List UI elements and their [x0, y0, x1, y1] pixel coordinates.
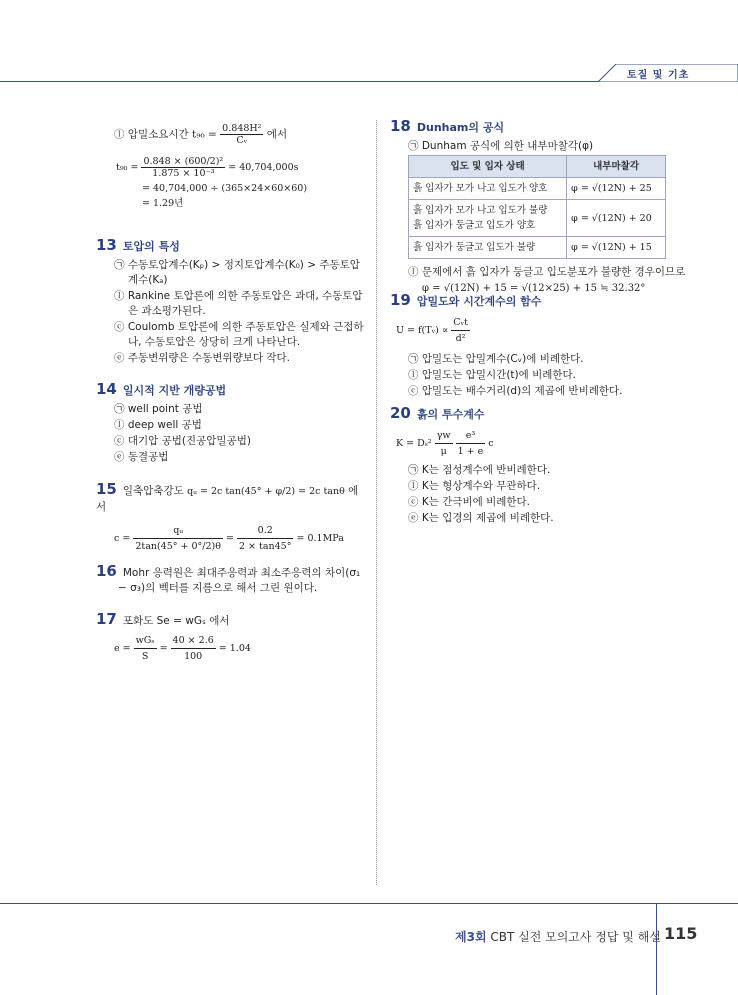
q13-item-4: ⓔ 주동변위량은 수동변위량보다 작다. — [114, 352, 290, 364]
q15-calc-num2: 0.2 — [237, 523, 293, 539]
dunham-row2-state: 흙 입자가 모가 나고 입도가 불량 흙 입자가 둥글고 입도가 양호 — [409, 200, 567, 237]
q14-item-2: ⓛ deep well 공법 — [114, 419, 202, 431]
dunham-table — [408, 155, 666, 259]
dunham-row1-formula: φ = √(12N) + 25 — [567, 178, 666, 200]
q18-title: Dunham의 공식 — [416, 121, 505, 134]
q17-calc-den1: S — [141, 651, 149, 662]
q17-calc-result: = 1.04 — [215, 643, 251, 654]
q17-number: 17 — [96, 610, 117, 628]
q13-item-3: ⓒ Coulomb 토압론에 의한 주동토압은 실제와 근접하나, 수동토압은 상당히 크게 나타난다. — [114, 321, 364, 348]
q19-item-1: ㉠ 압밀도는 압밀계수(Cᵥ)에 비례한다. — [408, 353, 584, 365]
dunham-header-angle: 내부마찰각 — [567, 156, 666, 178]
section-label: 토질 및 기초 — [627, 70, 690, 81]
q15-calc-result: = 0.1MPa — [293, 533, 344, 544]
dunham-row2-formula: φ = √(12N) + 20 — [567, 200, 666, 237]
q19-item-3: ⓒ 압밀도는 배수거리(d)의 제곱에 반비례한다. — [408, 385, 623, 397]
q14-title: 일시적 지반 개량공법 — [122, 384, 227, 397]
q19-formula-num: Cᵥt — [451, 315, 470, 331]
q14-item-3: ⓒ 대기압 공법(진공압밀공법) — [114, 435, 251, 447]
q15-intro-formula: qᵤ = 2c tan(45° + φ/2) = 2c tanθ — [187, 486, 345, 497]
dunham-header-state: 입도 및 입자 상태 — [409, 156, 567, 178]
q18-item-2: ⓛ 문제에서 흙 입자가 둥글고 입도분포가 불량한 경우이므로 — [408, 266, 686, 278]
q20-formula-den2: 1 + e — [457, 446, 484, 457]
q20-title: 흙의 투수계수 — [416, 408, 485, 421]
q15-number: 15 — [96, 480, 117, 498]
q18-item-1: ㉠ Dunham 공식에 의한 내부마찰각(φ) — [408, 140, 594, 152]
q20-formula-den1: μ — [440, 446, 447, 457]
table-row — [409, 200, 666, 237]
q14 — [96, 382, 366, 466]
q17-calc-num1: wGₛ — [134, 633, 157, 649]
page-number: 115 — [664, 924, 698, 943]
q12-calc-lhs: t₉₀ = — [116, 162, 142, 173]
q20-formula-num2: e³ — [456, 428, 486, 444]
q17-intro: 포화도 Se = wGₛ 에서 — [122, 615, 230, 627]
q16-number: 16 — [96, 562, 117, 580]
q14-item-1: ㉠ well point 공법 — [114, 403, 203, 415]
q18-item2-formula: φ = √(12N) + 15 = √(12×25) + 15 ≒ 32.32° — [422, 283, 646, 294]
q17-calc-den2: 100 — [184, 651, 203, 662]
q12-frac-den: Cᵥ — [236, 135, 248, 146]
q12-continuation — [114, 123, 374, 209]
footer-divider — [656, 903, 657, 995]
q12-calc-line2: = 40,704,000 ÷ (365×24×60×60) — [142, 183, 308, 194]
q12-calc-result: = 40,704,000s — [225, 162, 299, 173]
q19 — [390, 293, 690, 400]
dunham-row3-state: 흙 입자가 둥글고 입도가 불량 — [409, 237, 567, 259]
table-row — [409, 237, 666, 259]
q15-intro: 일축압축강도 — [122, 485, 188, 497]
q20-formula-lhs: K = Dₛ² — [396, 438, 435, 449]
q18 — [390, 119, 690, 296]
q12-calc-num: 0.848 × (600/2)² — [143, 156, 224, 167]
q12-calc-line3: = 1.29년 — [142, 198, 184, 209]
footer-rule — [0, 903, 738, 904]
q20 — [390, 406, 690, 527]
q16 — [96, 564, 366, 596]
q20-formula-suffix: c — [485, 438, 494, 449]
q19-number: 19 — [390, 291, 411, 309]
q14-item-4: ⓔ 동결공법 — [114, 451, 169, 463]
q13-number: 13 — [96, 236, 117, 254]
q17-calc-num2: 40 × 2.6 — [171, 633, 216, 649]
q19-title: 압밀도와 시간계수의 함수 — [416, 295, 542, 308]
dunham-row1-state: 흙 입자가 모가 나고 입도가 양호 — [409, 178, 567, 200]
q13-item-1: ㉠ 수동토압계수(Kₚ) > 정지토압계수(K₀) > 주동토압계수(Kₐ) — [114, 259, 360, 286]
q15-calc-lhs: c = — [114, 533, 134, 544]
q19-formula-lhs: U = f(Tᵥ) ∝ — [396, 325, 452, 336]
q12-calc-den: 1.875 × 10⁻³ — [152, 168, 215, 179]
q16-text: Mohr 응력원은 최대주응력과 최소주응력의 차이(σ₁ − σ₃)의 벡터를 지름으로 해서 그린 원이다. — [118, 567, 361, 594]
q15: 15 일축압축강도 qᵤ = 2c tan(45° + φ/2) = 2c tanθ 에서 c = $\frac{\text{qᵤ}}{2\tan(45^\circ + 0^\circ/2)\theta}$ = $\frac{0.2}{2 \times \tan 45^\circ}$ = 0.1MPa — [96, 480, 359, 552]
q18-number: 18 — [390, 117, 411, 135]
q19-item-2: ⓛ 압밀도는 압밀시간(t)에 비례한다. — [408, 369, 577, 381]
table-row — [409, 178, 666, 200]
q15-calc-num1: qᵤ — [133, 523, 223, 539]
q15-calc-den2: 2 × tan45° — [238, 541, 292, 552]
q12-line1-suffix: 에서 — [263, 128, 288, 141]
q12-frac-num: 0.848H² — [222, 123, 262, 134]
column-divider — [376, 120, 377, 885]
q13-title: 토압의 특성 — [122, 240, 180, 253]
q20-item-1: ㉠ K는 점성계수에 반비례한다. — [408, 464, 551, 476]
q13 — [96, 238, 366, 367]
dunham-row3-formula: φ = √(12N) + 15 — [567, 237, 666, 259]
q12-line1-prefix: ⓛ 압밀소요시간 — [114, 128, 193, 141]
q20-item-4: ⓔ K는 입경의 제곱에 비례한다. — [408, 512, 554, 524]
q17-calc-lhs: e = — [114, 643, 134, 654]
q20-formula-num1: γw — [435, 428, 453, 444]
q14-number: 14 — [96, 380, 117, 398]
q12-line1-lhs: t₉₀ = — [192, 128, 221, 141]
q20-item-3: ⓒ K는 간극비에 비례한다. — [408, 496, 531, 508]
footer-title — [455, 928, 661, 945]
footer-title-text: CBT 실전 모의고사 정답 및 해설 — [486, 930, 661, 944]
q20-number: 20 — [390, 404, 411, 422]
q15-intro-suffix: 에서 — [96, 485, 359, 513]
q17: 17 포화도 Se = wGₛ 에서 e = $\frac{\text{wGₛ}}{S}$ = $\frac{40 \times 2.6}{100}$ = 1.04 — [96, 610, 251, 662]
footer-round: 제3회 — [455, 930, 487, 944]
q20-item-2: ⓛ K는 형상계수와 무관하다. — [408, 480, 541, 492]
q13-item-2: ⓛ Rankine 토압론에 의한 주동토압은 과대, 수동토압은 과소평가된다. — [114, 290, 363, 317]
q15-calc-den1: 2tan(45° + 0°/2)θ — [135, 541, 221, 552]
q19-formula-den: d² — [455, 333, 466, 344]
